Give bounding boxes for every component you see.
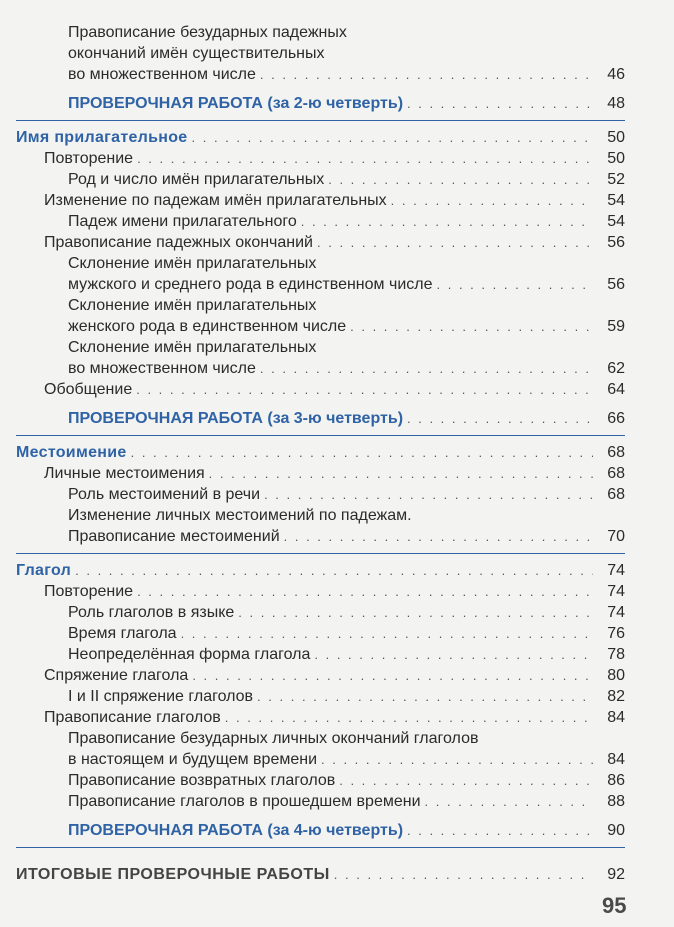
- leader-dots: [437, 274, 594, 295]
- toc-entry-title: I и II спряжение глаголов: [68, 688, 254, 705]
- toc-page-number: 78: [607, 646, 625, 663]
- toc-page-number: 56: [607, 234, 625, 251]
- leader-dots: [136, 379, 593, 400]
- toc-page-number: 56: [607, 276, 625, 293]
- toc-check-work: [0, 93, 674, 114]
- toc-entry-row: [68, 64, 625, 85]
- leader-dots: [137, 148, 593, 169]
- section-divider: [16, 847, 625, 848]
- toc-entry-row: [44, 148, 625, 169]
- toc-entry-title: ИТОГОВЫЕ ПРОВЕРОЧНЫЕ РАБОТЫ: [16, 866, 330, 883]
- leader-dots: [137, 581, 593, 602]
- section-divider: [16, 120, 625, 121]
- toc-page-number: 86: [607, 772, 625, 789]
- toc-page-number: 50: [607, 150, 625, 167]
- toc-entry-row: [68, 623, 625, 644]
- leader-dots: [317, 232, 593, 253]
- toc-page-number: 46: [607, 66, 625, 83]
- toc-page-number: 84: [607, 751, 625, 768]
- toc-check-work: [0, 820, 674, 841]
- leader-dots: [264, 484, 593, 505]
- toc-page-number: 52: [607, 171, 625, 188]
- toc-page-number: 70: [607, 528, 625, 545]
- toc-page-number: 74: [607, 562, 625, 579]
- toc-entry: [0, 770, 674, 791]
- toc-entry-title: ПРОВЕРОЧНАЯ РАБОТА (за 3-ю четверть): [68, 410, 404, 427]
- leader-dots: [192, 127, 594, 148]
- toc-entry-row: [44, 463, 625, 484]
- toc-entry-line: Склонение имён прилагательных: [68, 297, 317, 314]
- toc-entry-row: [16, 127, 625, 148]
- leader-dots: [284, 526, 593, 547]
- section-divider: [16, 553, 625, 554]
- toc-entry-row: [68, 484, 625, 505]
- toc-entry-line: Склонение имён прилагательных: [68, 255, 317, 272]
- toc-entry-title: Роль местоимений в речи: [68, 486, 261, 503]
- leader-dots: [75, 560, 593, 581]
- toc-entry-title: Роль глаголов в языке: [68, 604, 235, 621]
- toc-page-number: 84: [607, 709, 625, 726]
- toc-entry-row: [44, 707, 625, 728]
- leader-dots: [260, 358, 593, 379]
- toc-entry-row: [68, 602, 625, 623]
- toc-entry-title: Повторение: [44, 583, 134, 600]
- leader-dots: [425, 791, 593, 812]
- toc-entry: [0, 707, 674, 728]
- toc-entry-title: Повторение: [44, 150, 134, 167]
- toc-entry-row: [68, 526, 625, 547]
- toc-page-number: 50: [607, 129, 625, 146]
- toc-page-number: 62: [607, 360, 625, 377]
- toc-entry: [0, 190, 674, 211]
- toc-entry: [0, 581, 674, 602]
- toc-entry-row: [68, 686, 625, 707]
- leader-dots: [192, 665, 593, 686]
- toc-entry-title: Изменение по падежам имён прилагательных: [44, 192, 387, 209]
- toc-entry-row: [44, 665, 625, 686]
- toc-entry: [0, 463, 674, 484]
- toc-entry-title: Род и число имён прилагательных: [68, 171, 325, 188]
- toc-entry-row: [68, 274, 625, 295]
- toc-entry-row: [68, 749, 625, 770]
- toc-entry-row: [68, 820, 625, 841]
- toc-entry-title: Спряжение глагола: [44, 667, 189, 684]
- table-of-contents: [0, 22, 674, 885]
- toc-entry: [0, 644, 674, 665]
- toc-entry-title: Неопределённая форма глагола: [68, 646, 311, 663]
- toc-entry: [0, 295, 674, 337]
- toc-entry: [0, 232, 674, 253]
- toc-entry-title: Правописание местоимений: [68, 528, 280, 545]
- toc-entry-title: Имя прилагательное: [16, 129, 188, 146]
- toc-entry-title: во множественном числе: [68, 360, 256, 377]
- leader-dots: [339, 770, 593, 791]
- toc-entry-row: [68, 93, 625, 114]
- leader-dots: [301, 211, 593, 232]
- toc-entry-row: [16, 560, 625, 581]
- toc-entry-title: Местоимение: [16, 444, 127, 461]
- toc-entry-row: [68, 770, 625, 791]
- toc-entry-title: Время глагола: [68, 625, 177, 642]
- toc-entry-title: Правописание падежных окончаний: [44, 234, 313, 251]
- toc-entry: [0, 665, 674, 686]
- leader-dots: [334, 864, 593, 885]
- toc-entry-title: Обобщение: [44, 381, 133, 398]
- toc-page-number: 68: [607, 486, 625, 503]
- toc-entry-line: Склонение имён прилагательных: [68, 339, 317, 356]
- toc-entry-row: [68, 644, 625, 665]
- leader-dots: [391, 190, 593, 211]
- toc-entry-row: [68, 211, 625, 232]
- toc-page-number: 59: [607, 318, 625, 335]
- toc-entry-line: Правописание безударных личных окончаний глаголов: [68, 730, 479, 747]
- toc-entry-row: [16, 864, 625, 885]
- toc-entry: [0, 484, 674, 505]
- toc-page-number: 68: [607, 444, 625, 461]
- leader-dots: [321, 749, 593, 770]
- toc-entry: [0, 337, 674, 379]
- toc-page-number: 80: [607, 667, 625, 684]
- toc-entry-row: [16, 442, 625, 463]
- toc-entry-row: [44, 581, 625, 602]
- leader-dots: [260, 64, 593, 85]
- toc-entry-title: Глагол: [16, 562, 72, 579]
- toc-entry-line: Изменение личных местоимений по падежам.: [68, 507, 412, 524]
- leader-dots: [225, 707, 593, 728]
- toc-entry: [0, 505, 674, 547]
- leader-dots: [209, 463, 593, 484]
- toc-entry-title: мужского и среднего рода в единственном числе: [68, 276, 433, 293]
- leader-dots: [238, 602, 593, 623]
- toc-page-number: 76: [607, 625, 625, 642]
- toc-entry-line: Правописание безударных падежных: [68, 24, 347, 41]
- toc-page-number: 68: [607, 465, 625, 482]
- toc-section: [0, 127, 674, 148]
- toc-page-number: 82: [607, 688, 625, 705]
- toc-page-number: 74: [607, 604, 625, 621]
- toc-entry: [0, 686, 674, 707]
- toc-entry-row: [68, 169, 625, 190]
- toc-entry-title: во множественном числе: [68, 66, 256, 83]
- leader-dots: [350, 316, 593, 337]
- toc-page-number: 88: [607, 793, 625, 810]
- leader-dots: [407, 408, 593, 429]
- toc-section: [0, 442, 674, 463]
- toc-entry-row: [44, 232, 625, 253]
- toc-page-number: 64: [607, 381, 625, 398]
- toc-entry: [0, 602, 674, 623]
- toc-entry: [0, 148, 674, 169]
- toc-page-number: 90: [607, 822, 625, 839]
- toc-entry-row: [44, 379, 625, 400]
- toc-entry: [0, 791, 674, 812]
- leader-dots: [407, 93, 593, 114]
- toc-entry-row: [68, 408, 625, 429]
- toc-entry-title: Правописание глаголов в прошедшем времени: [68, 793, 421, 810]
- toc-entry-row: [68, 791, 625, 812]
- toc-page-number: 92: [607, 866, 625, 883]
- toc-entry: [0, 211, 674, 232]
- toc-page-number: 54: [607, 213, 625, 230]
- toc-entry-title: Личные местоимения: [44, 465, 205, 482]
- toc-entry-title: в настоящем и будущем времени: [68, 751, 318, 768]
- leader-dots: [328, 169, 593, 190]
- leader-dots: [181, 623, 593, 644]
- toc-check-work: [0, 408, 674, 429]
- toc-entry-title: ПРОВЕРОЧНАЯ РАБОТА (за 4-ю четверть): [68, 822, 404, 839]
- toc-entry-title: Правописание возвратных глаголов: [68, 772, 336, 789]
- toc-entry: [0, 623, 674, 644]
- toc-page-number: 54: [607, 192, 625, 209]
- toc-entry-row: [68, 316, 625, 337]
- toc-entry: [0, 22, 674, 85]
- toc-entry-title: Падеж имени прилагательного: [68, 213, 297, 230]
- toc-entry: [0, 253, 674, 295]
- toc-page-number: 74: [607, 583, 625, 600]
- toc-entry-row: [68, 358, 625, 379]
- leader-dots: [407, 820, 593, 841]
- toc-entry: [0, 379, 674, 400]
- toc-entry-line: окончаний имён существительных: [68, 45, 325, 62]
- toc-entry-row: [44, 190, 625, 211]
- toc-section: [0, 560, 674, 581]
- page-number: 95: [602, 893, 627, 918]
- leader-dots: [257, 686, 593, 707]
- section-divider: [16, 435, 625, 436]
- toc-entry: [0, 728, 674, 770]
- toc-section: [0, 864, 674, 885]
- toc-entry-title: Правописание глаголов: [44, 709, 221, 726]
- leader-dots: [314, 644, 593, 665]
- toc-page-number: 66: [607, 410, 625, 427]
- toc-entry: [0, 169, 674, 190]
- leader-dots: [131, 442, 593, 463]
- toc-entry-title: ПРОВЕРОЧНАЯ РАБОТА (за 2-ю четверть): [68, 95, 404, 112]
- toc-page-number: 48: [607, 95, 625, 112]
- toc-entry-title: женского рода в единственном числе: [68, 318, 347, 335]
